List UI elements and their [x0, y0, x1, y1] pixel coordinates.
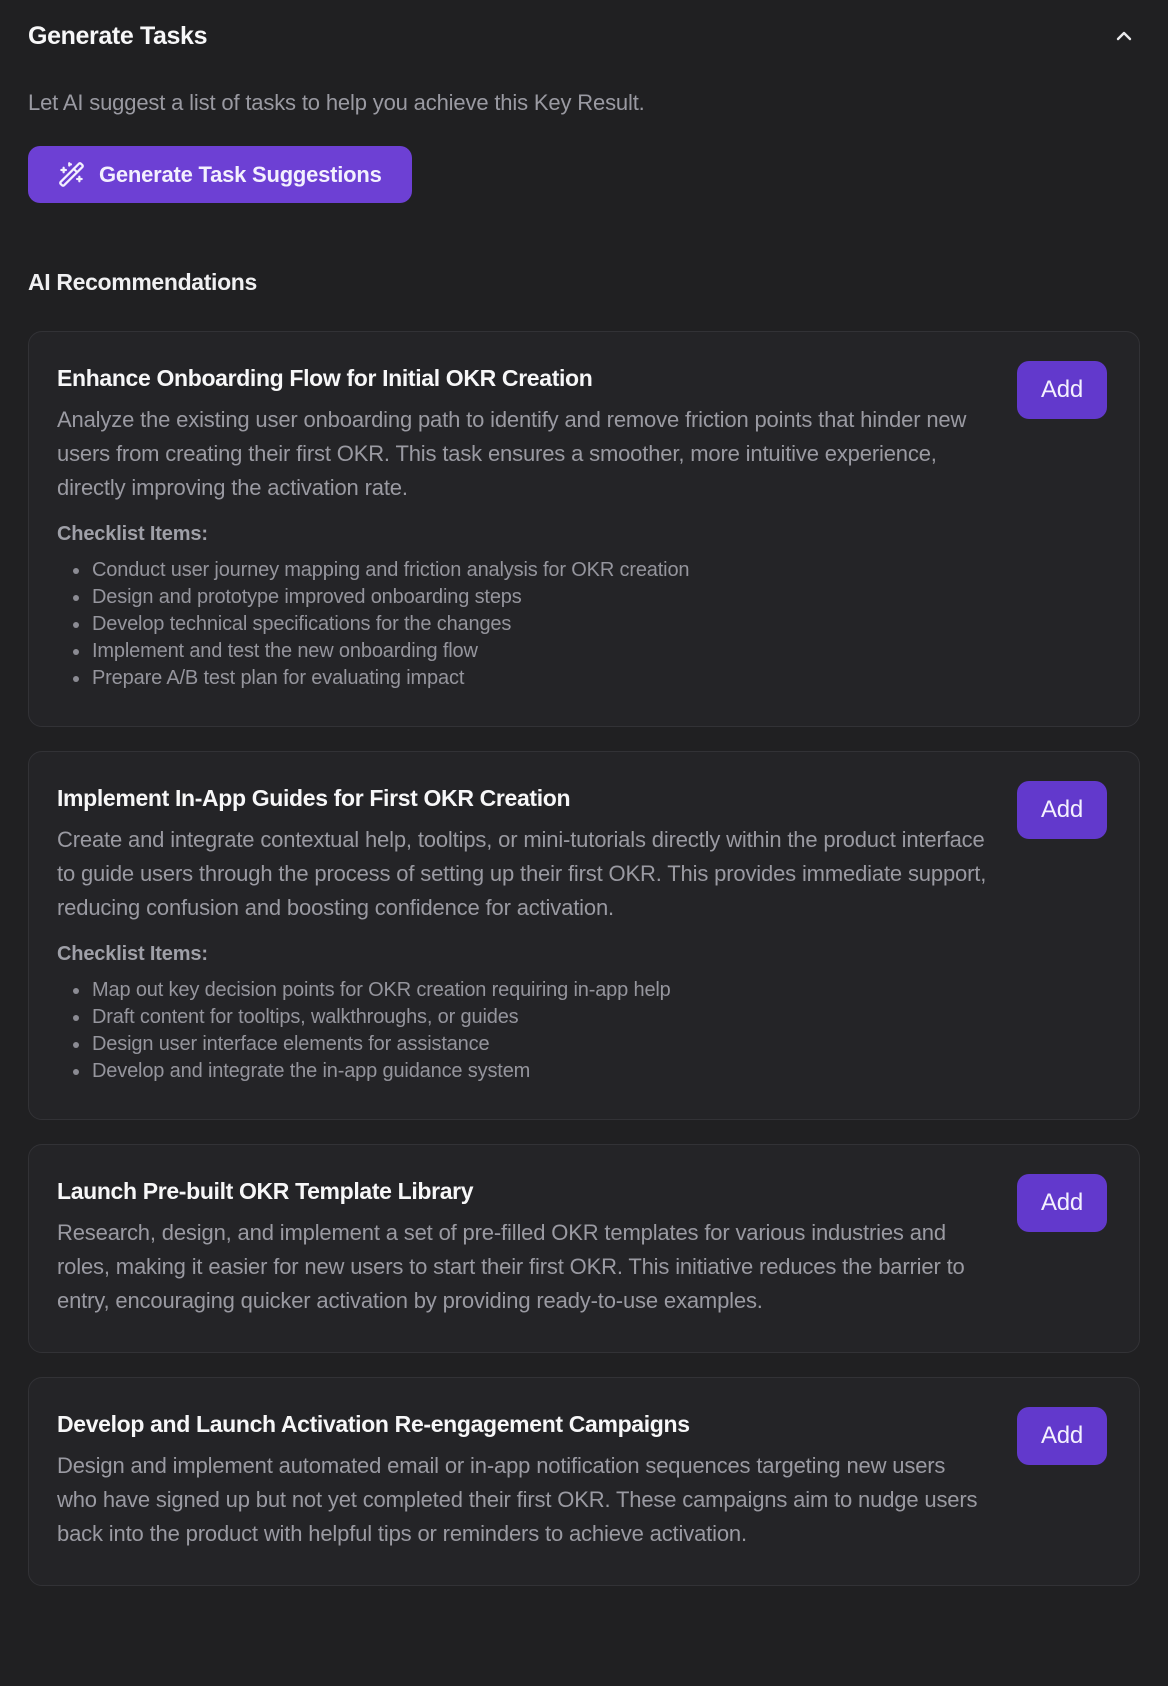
add-task-button[interactable]: Add — [1017, 781, 1107, 839]
task-description: Create and integrate contextual help, tooltips, or mini-tutorials directly within the product interface to guide users through the process of setting up their first OKR. This provides immediate support, reducing confusion and boosting confidence for activation. — [57, 827, 987, 920]
panel-header — [28, 20, 1140, 52]
task-title: Develop and Launch Activation Re-engagement Campaigns — [57, 1411, 690, 1437]
task-title: Implement In-App Guides for First OKR Creation — [57, 785, 571, 811]
task-title: Enhance Onboarding Flow for Initial OKR Creation — [57, 365, 593, 391]
add-task-button[interactable]: Add — [1017, 1174, 1107, 1232]
checklist-label: Checklist Items: — [57, 523, 208, 545]
add-task-button[interactable]: Add — [1017, 1407, 1107, 1465]
checklist-item: Draft content for tooltips, walkthroughs, or guides — [57, 1004, 989, 1031]
wand-sparkles-icon — [58, 161, 85, 188]
checklist — [57, 977, 989, 1085]
recommendation-card — [28, 1377, 1140, 1586]
checklist-section — [57, 521, 989, 692]
task-title: Launch Pre-built OKR Template Library — [57, 1178, 474, 1204]
chevron-up-icon — [1112, 24, 1136, 48]
checklist-item: Design and prototype improved onboarding steps — [57, 584, 989, 611]
page-title: Generate Tasks — [28, 22, 208, 50]
checklist — [57, 557, 989, 692]
checklist-item: Implement and test the new onboarding flow — [57, 638, 989, 665]
task-description: Research, design, and implement a set of pre-filled OKR templates for various industries and roles, making it easier for new users to start their first OKR. This initiative reduces the barrier to entry, encouraging quicker activation by providing ready-to-use examples. — [57, 1220, 965, 1313]
generate-button-label: Generate Task Suggestions — [99, 161, 382, 187]
checklist-section — [57, 941, 989, 1085]
recommendation-card — [28, 751, 1140, 1120]
checklist-item: Prepare A/B test plan for evaluating impact — [57, 665, 989, 692]
panel-subtitle: Let AI suggest a list of tasks to help you achieve this Key Result. — [28, 90, 645, 115]
checklist-item: Design user interface elements for assistance — [57, 1031, 989, 1058]
checklist-item: Conduct user journey mapping and friction analysis for OKR creation — [57, 557, 989, 584]
task-description: Design and implement automated email or in-app notification sequences targeting new users who have signed up but not yet completed their first OKR. These campaigns aim to nudge users back into the product with helpful tips or reminders to achieve activation. — [57, 1453, 978, 1546]
recommendation-card — [28, 1144, 1140, 1353]
add-task-button[interactable]: Add — [1017, 361, 1107, 419]
recommendation-card — [28, 331, 1140, 727]
generate-task-suggestions-button[interactable] — [28, 146, 412, 203]
ai-recommendations-heading: AI Recommendations — [28, 269, 257, 295]
task-description: Analyze the existing user onboarding path to identify and remove friction points that hinder new users from creating their first OKR. This task ensures a smoother, more intuitive experience, directly improving the activation rate. — [57, 407, 967, 500]
checklist-item: Develop technical specifications for the changes — [57, 611, 989, 638]
checklist-item: Develop and integrate the in-app guidance system — [57, 1058, 989, 1085]
checklist-label: Checklist Items: — [57, 943, 208, 965]
collapse-button[interactable] — [1108, 20, 1140, 52]
checklist-item: Map out key decision points for OKR creation requiring in-app help — [57, 977, 989, 1004]
recommendations-list — [28, 331, 1140, 1626]
